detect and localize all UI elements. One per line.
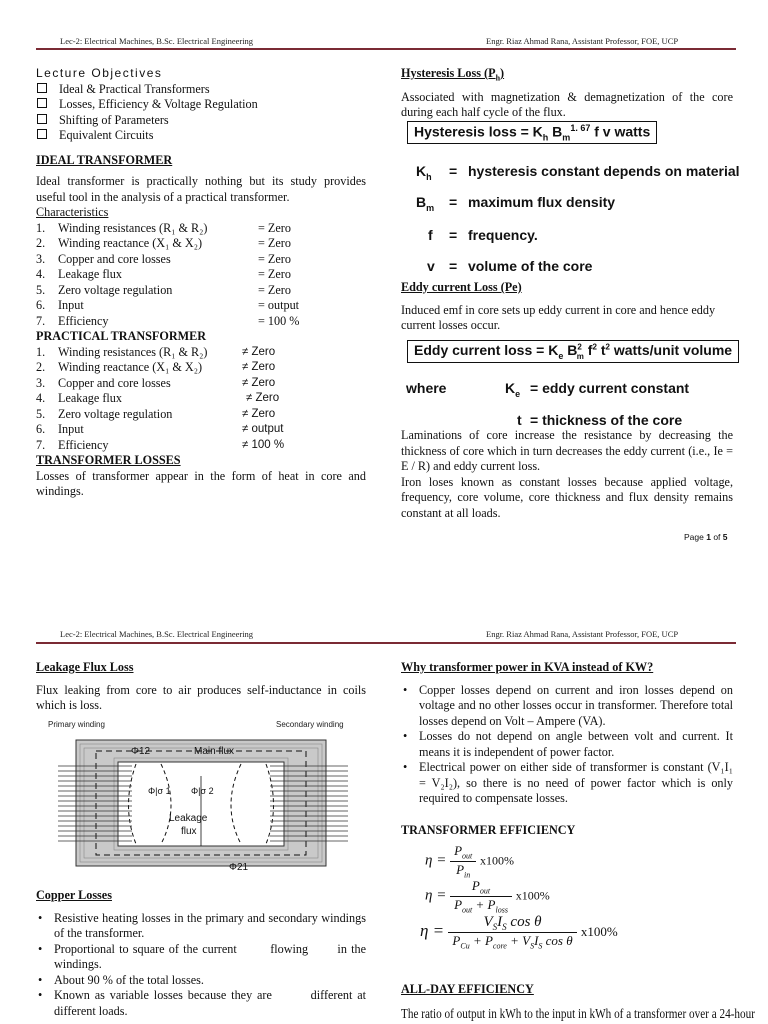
list-item: 3. Copper and core losses ≠ Zero (36, 375, 276, 390)
ideal-title: IDEAL TRANSFORMER (36, 152, 173, 167)
header-right: Engr. Riaz Ahmad Rana, Assistant Professor, FOE, UCP (486, 36, 679, 46)
leakage-label: Leakage (169, 813, 208, 824)
page-number: Page 1 of 5 (684, 532, 728, 542)
list-item: • Copper losses depend on current and iron losses depend on voltage and no other losses occur in transformer. Therefore total losses depend on Volt – Ampere (VA). (401, 683, 733, 730)
list-item: 6. Input = output (36, 298, 300, 312)
definition-kh: $K_h$ (416, 163, 432, 182)
list-item: 5. Zero voltage regulation ≠ Zero (36, 406, 276, 421)
copper-section (36, 888, 370, 1019)
ideal-text: Ideal transformer is practically nothing but its study provides useful tool in the analysis of a practical transformer. (36, 174, 366, 204)
header-left: Lec-2: Electrical Machines, B.Sc. Electrical Engineering (60, 36, 254, 46)
list-item: 1. Winding resistances (R₁ & R₂) = Zero (36, 220, 291, 235)
practical-characteristics-list (36, 345, 366, 454)
phi21-label: Φ21 (229, 862, 249, 873)
phi-sigma1-label: Φ|σ 1 (148, 786, 171, 796)
main-flux-label: Main flux (194, 746, 235, 757)
leakage-flux-diagram (36, 716, 366, 878)
leakage-title: Leakage Flux Loss (36, 660, 134, 674)
definition-text: hysteresis constant depends on material (468, 163, 740, 179)
list-item: 5. Zero voltage regulation = Zero (36, 282, 291, 297)
list-item: 2. Winding reactance (X₁ & X₂) = Zero (36, 236, 291, 250)
eddy-section (401, 280, 733, 334)
objective-item: Ideal & Practical Transformers (36, 82, 366, 98)
efficiency-title: TRANSFORMER EFFICIENCY (401, 822, 576, 837)
definition-text: frequency. (468, 227, 538, 243)
hysteresis-title: Hysteresis Loss $(P_h)$ (401, 66, 505, 83)
objective-item: Losses, Efficiency & Voltage Regulation (36, 97, 366, 113)
checkbox-icon (37, 83, 47, 93)
objective-item: Equivalent Circuits (36, 128, 366, 144)
equals-sign: = (449, 227, 458, 243)
allday-title: ALL-DAY EFFICIENCY (401, 982, 534, 996)
list-item: 3. Copper and core losses = Zero (36, 251, 291, 266)
secondary-label: Secondary winding (276, 720, 344, 729)
list-item: • Resistive heating losses in the primary and secondary windings of the transformer. (36, 911, 366, 942)
list-item: 7. Efficiency ≠ 100 % (36, 437, 285, 452)
eddy-text: Induced emf in core sets up eddy current in core and hence eddy current losses occur. (401, 302, 716, 332)
definition-text: = eddy current constant (530, 380, 690, 396)
phi12-label: Φ12 (131, 746, 151, 757)
header-rule (36, 642, 736, 644)
hysteresis-formula: Hysteresis loss = $K_h$ $B_m^{1. 67}$ f v watts (407, 121, 657, 144)
leakage-text: Flux leaking from core to air produces self-inductance in coils which is loss. (36, 682, 366, 712)
primary-label: Primary winding (48, 720, 105, 729)
list-item: • Losses do not depend on angle between volt and current. It means it is independent of power factor. (401, 729, 733, 760)
list-item: 2. Winding reactance (X₁ & X₂) ≠ Zero (36, 360, 276, 374)
ideal-characteristics-list (36, 221, 366, 330)
header-left: Lec-2: Electrical Machines, B.Sc. Electrical Engineering (60, 629, 254, 639)
page1-left-column (36, 66, 366, 500)
eddy-notes (401, 428, 733, 521)
copper-title: Copper Losses (36, 888, 112, 902)
kva-section (401, 660, 733, 838)
leakage-path-4 (231, 764, 241, 844)
header-right: Engr. Riaz Ahmad Rana, Assistant Professor, FOE, UCP (486, 629, 679, 639)
lamination-text: Laminations of core increase the resistance by decreasing the thickness of core which in turn decreases the eddy current (i.e., Ie = E / R) and eddy current loss. (401, 428, 733, 473)
list-item: 4. Leakage flux ≠ Zero (36, 391, 280, 405)
equals-sign: = (449, 194, 458, 210)
iron-loss-text: Iron loses known as constant losses because applied voltage, frequency, core volume, core thickness and flux density remains constant at all loads. (401, 474, 733, 520)
kva-title: Why transformer power in KVA instead of KW? (401, 660, 654, 674)
efficiency-formula-1: η = $\frac{P_{out}}{P_{in}}$ x100% (425, 843, 515, 880)
page1-right-column (401, 66, 733, 121)
list-item: 6. Input ≠ output (36, 422, 284, 436)
kva-list (401, 683, 733, 807)
definition-bm: $B_m$ (416, 194, 435, 213)
definition-text: maximum flux density (468, 194, 616, 210)
list-item: • Known as variable losses because they are different at different loads. (36, 988, 366, 1019)
where-label: where (406, 380, 447, 396)
eddy-title: Eddy current Loss (Pe) (401, 280, 522, 294)
definition-ke: $K_e$ (505, 380, 521, 399)
equals-sign: = (449, 163, 458, 179)
characteristics-title: Characteristics (36, 205, 109, 219)
hysteresis-text: Associated with magnetization & demagnetization of the core during each half cycle of the flux. (401, 89, 733, 120)
losses-text: Losses of transformer appear in the form of heat in core and windings. (36, 468, 366, 498)
list-item: 4. Leakage flux = Zero (36, 267, 291, 281)
definition-t: t (517, 412, 522, 428)
losses-title: TRANSFORMER LOSSES (36, 453, 181, 467)
allday-text: The ratio of output in kWh to the input in kWh of a transformer over a 24-hour (401, 1006, 755, 1022)
checkbox-icon (37, 129, 47, 139)
objectives-title: Lecture Objectives (36, 66, 163, 80)
phi-sigma2-label: Φ|σ 2 (191, 786, 214, 796)
eddy-formula: Eddy current loss = $K_e$ $B^2_m$ $f^2$ $t^2$ watts/unit volume (407, 340, 739, 363)
leakage-path-2 (161, 764, 171, 844)
leakage-section (36, 660, 366, 714)
list-item: • Electrical power on either side of transformer is constant (V₁I₁ = V₂I₂), so there is no need of power factor which is only required to compensate losses. (401, 760, 733, 807)
objective-item: Shifting of Parameters (36, 113, 366, 129)
definition-v: v (427, 258, 435, 274)
header-rule (36, 48, 736, 50)
checkbox-icon (37, 98, 47, 108)
list-item: • About 90 % of the total losses. (36, 973, 366, 989)
checkbox-icon (37, 114, 47, 124)
efficiency-formula-2: η = $\frac{P_{out}}{P_{out} + P_{loss}}$ x100% (425, 878, 550, 915)
flux-label: flux (181, 826, 197, 837)
definition-f: f (428, 227, 433, 243)
definition-text: volume of the core (468, 258, 593, 274)
equals-sign: = (449, 258, 458, 274)
list-item: 7. Efficiency = 100 % (36, 313, 300, 328)
allday-section (401, 982, 755, 1022)
list-item: • Proportional to square of the current flowing in the windings. (36, 942, 366, 973)
definition-text: = thickness of the core (530, 412, 683, 428)
list-item: 1. Winding resistances (R₁ & R₂) ≠ Zero (36, 344, 276, 359)
efficiency-formula-3: η = $\frac{V_SI_S \cos \theta}{P_{Cu} + P_{core} + V_SI_S \cos \theta}$ x100% (420, 914, 618, 951)
copper-list (36, 910, 370, 1020)
practical-title: PRACTICAL TRANSFORMER (36, 329, 207, 343)
